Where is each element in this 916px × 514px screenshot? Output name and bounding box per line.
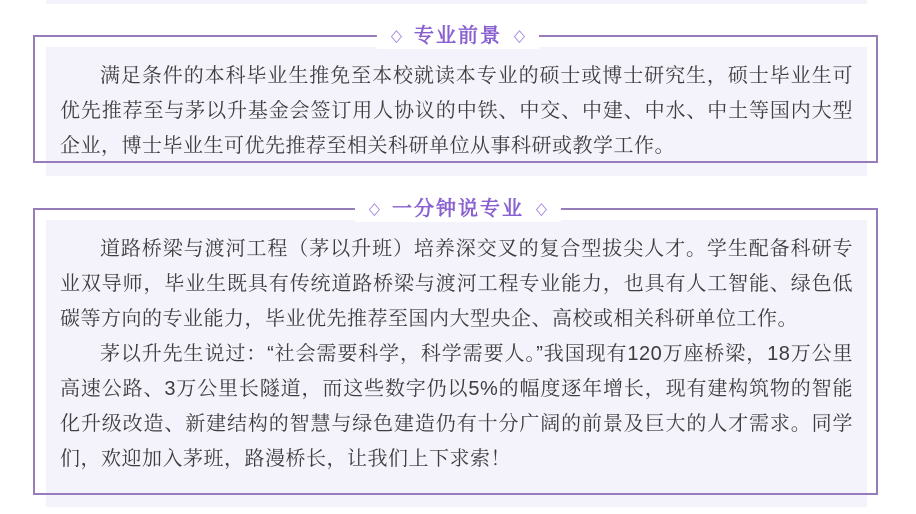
previous-block-remnant-strip (46, 0, 867, 4)
section-header-one-minute-intro (355, 196, 561, 222)
section-career-prospects-outline (33, 35, 878, 163)
paragraph: 满足条件的本科毕业生推免至本校就读本专业的硕士或博士研究生，硕士毕业生可优先推荐至与茅以升基金会签订用人协议的中铁、中交、中建、中水、中土等国内大型企业，博士毕业生可优先推荐至相关科研单位从事科研或教学工作。 (60, 65, 853, 157)
diamond-icon-left: ◇ (390, 26, 403, 45)
paragraph: 道路桥梁与渡河工程（茅以升班）培养深交叉的复合型拔尖人才。学生配备科研专业双导师，毕业生既具有传统道路桥梁与渡河工程专业能力，也具有人工智能、绿色低碳等方向的专业能力，毕业优先推荐至国内大型央企、高校或相关科研单位工作。 (60, 238, 853, 330)
diamond-icon-right: ◇ (535, 199, 548, 218)
section-title: 专业前景 (414, 25, 502, 47)
paragraph: 茅以升先生说过：“社会需要科学，科学需要人。”我国现有120万座桥梁，18万公里高速公路、3万公里长隧道，而这些数字仍以5%的幅度逐年增长，现有建构筑物的智能化升级改造、新建结构的智慧与绿色建造仍有十分广阔的前景及巨大的人才需求。同学们，欢迎加入茅班，路漫桥长，让我们上下求索！ (60, 343, 853, 470)
diamond-icon-right: ◇ (513, 26, 526, 45)
diamond-icon-left: ◇ (368, 199, 381, 218)
section-header-career-prospects (377, 23, 539, 49)
section-one-minute-intro-outline (33, 208, 878, 495)
section-title: 一分钟说专业 (392, 198, 524, 220)
